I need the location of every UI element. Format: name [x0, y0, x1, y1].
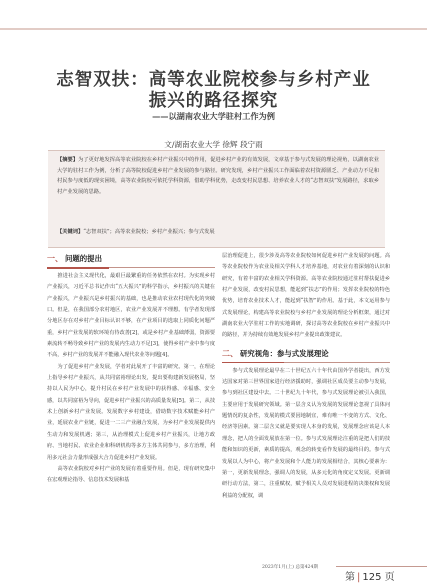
- abstract-label: 【摘要】: [57, 157, 79, 163]
- section-title: 研究视角：参与式发展理论: [240, 348, 329, 358]
- section-heading-1: [47, 251, 215, 268]
- section-number: 二、: [222, 348, 238, 358]
- page-suffix: 页: [384, 572, 395, 583]
- author-line: 文/湖南农业大学 徐辉 段宁雨: [164, 140, 263, 149]
- section-heading-2: [222, 346, 390, 363]
- header-rule: [0, 28, 427, 30]
- article-title-line2: 振兴的路径探究: [148, 91, 279, 111]
- issue-info: 2023年1月(上) 总第424期: [262, 565, 318, 570]
- abstract-text: 为了更好地发挥高等农业院校在乡村产业振兴中的作用，促进乡村产业的有效发展，文章基于参与式发展的理论视角，以湖南农业大学的驻村工作为例，分析了高等院校促进乡村产业发展的参与路径。研究发现，乡村产业振兴工作面临着农村资源匮乏、产业动力不足和村民参与度低的现实困境，高等农业院校可依托学科资源，借助学科优势，走改变村民思想、培养农业人才的“志智双扶”发展路径，求取乡村产业发展的思路。: [57, 157, 380, 195]
- article-subtitle: ——以湖南农业大学驻村工作为例: [152, 111, 275, 121]
- keywords: [57, 227, 379, 237]
- body-paragraph: 推进社会主义现代化，最艰巨最繁重的任务依然在农村。为实现乡村产业振兴，习近平总书记作出“五大振兴”的科学指示，乡村振兴的关键在产业振兴，产业振兴是乡村振兴的基础，也是推动农业农村现代化的突破口。但是，在我国部分农村地区，农业产业发展并不理想。有学者发现部分地区存在对乡村产业目标认识不够，在产业项目的选取上同质化问题严重，乡村产业发展的软环境有待改善[2]，或是乡村产业基础薄弱，资源要素流转不畅导致乡村产业的发展内生动力不足[3]，使得乡村产业中参与度不高，乡村产业的发展并不能融入现代农业等问题[4]。: [47, 273, 215, 359]
- page-separator: |: [357, 572, 361, 583]
- body-paragraph: 为了促进乡村产业发展，学者对此展开了丰富的研究。第一，在理论上指导乡村产业振兴，从共同富裕理论出发，提出要构建新发展格局，坚持以人民为中心，提升村民在乡村产业发展中的获得感、幸福感、安全感，以共同富裕为导向，促进乡村产业振兴的高质量发展[5]。第二，从技术上创新乡村产业发展。发展数字乡村建设，借助数字技术赋能乡村产业，延展农业产业链，促进一二三产业融合发展，为乡村产业发展提供内生动力和发展机遇；第三，从治理模式上促进乡村产业振兴，让地方政府、当地村民、农业企业和科研机构等多方主体共同参与，多方治理，利用多元社会力量形成强大合力促进乡村产业发展。: [47, 363, 215, 461]
- body-paragraph: 参与式发展理论最早在二十世纪五六十年代由国外学者提出，西方发达国家对第三世界国家进行经济援助时，强调社区成员要主动参与发展，参与到社区建设中去。二十世纪九十年代，参与式发展理论被引入我国，主要应用于发展研究领域。第一层含义认为发展的发展理论忽视了具体问题情况的复杂性，发展的模式要因地制宜，难有唯一不变的方式、文化、经济等因素。第二层含义就是要实现人本身的发展，发展理念应该是人本理念，把人的全面发展放在第一位。参与式发展理论注重的是把人们的技能和知识的更新，素质的提高，观念的转变看作发展的最终目的。参与式发展以人为中心，将产业发展和个人能力的发展相结合，其核心要素为：第一，更新发展理念，强调人的发展，从多元化的角度定义发展。更新调研行动方法，第二，注重赋权，赋予相关人员对发展进程的决策权和发展利益的分配权，调: [222, 367, 390, 499]
- body-paragraph: 高等农业院校对乡村产业的发展有着重要作用。但是，现有研究集中在宏观理论指导、信息技术发展和基: [47, 465, 215, 484]
- page-number-value: 125: [362, 572, 382, 583]
- article-title-line1: 志智双扶：高等农业院校参与乡村产业: [56, 70, 371, 90]
- left-column: [47, 251, 215, 556]
- keywords-label: 【关键词】: [57, 229, 84, 235]
- page-label: 第: [345, 572, 355, 583]
- section-title: 问题的提出: [65, 254, 102, 263]
- abstract: [57, 155, 379, 197]
- footer-rule: [336, 566, 427, 567]
- keywords-text: “志智双扶”；高等农业院校；乡村产业振兴；参与式发展: [83, 229, 215, 235]
- page-number: [345, 568, 395, 583]
- section-number: 一、: [47, 254, 63, 263]
- right-column: [222, 251, 390, 556]
- body-paragraph: 层治理促进上，很少涉及高等农业院校如何促进乡村产业发展的问题。高等农业院校作为农业及相关学科人才培养基地，对农业有着深刻的认识和研究，有着丰富的农业相关学科资源。高等农业院校通过驻村帮扶促进乡村产业发展，改变村民思想，能起到“扶志”的作用；发挥农业院校的特色优势，培育农业技术人才，能起到“扶智”的作用。基于此，本文运用参与式发展理论，构建高等农业院校与乡村产业发展的理论分析框架，通过对湖南农业大学驻村工作的实地调研，探讨高等农业院校在乡村产业振兴中的路径，并为持续有效地发展乡村产业提出政策建议。: [222, 253, 390, 339]
